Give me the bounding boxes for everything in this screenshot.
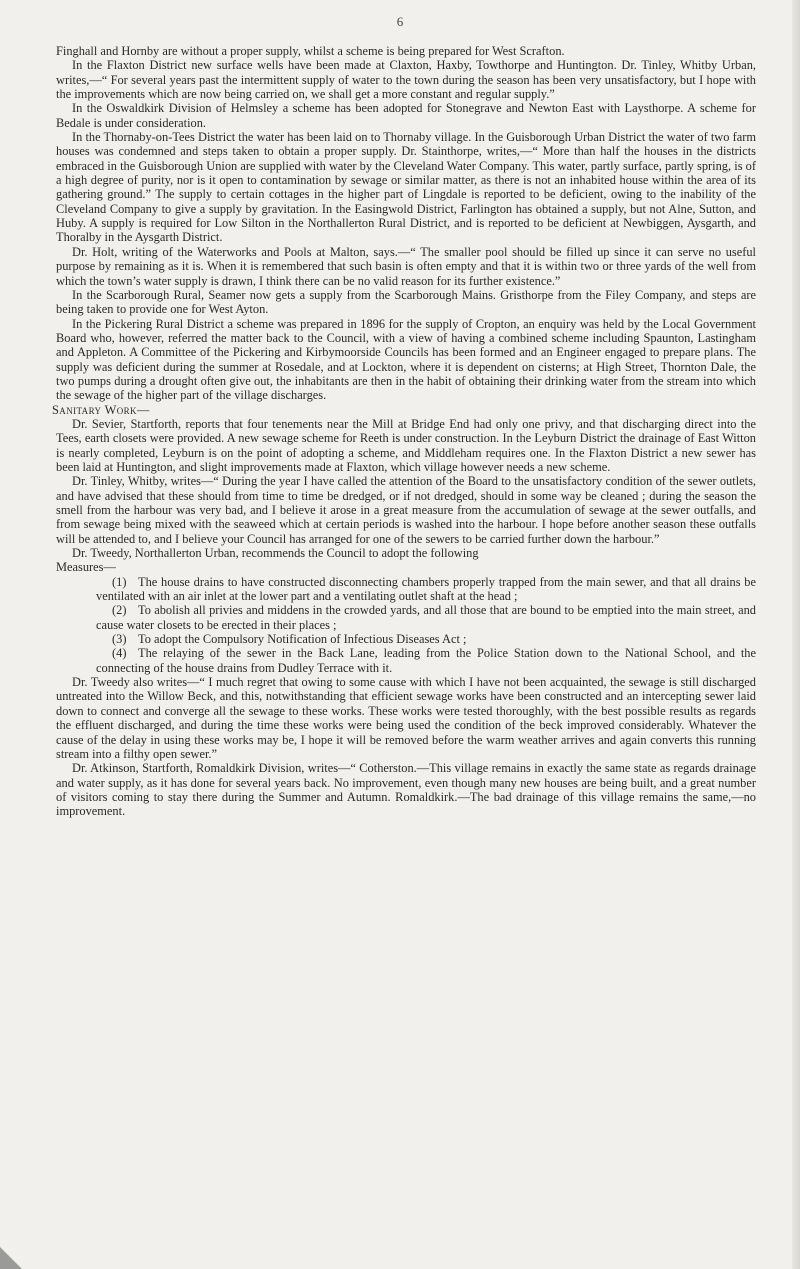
paragraph-water-6: In the Pickering Rural District a scheme was prepared in 1896 for the supply of Cropton, an enquiry was held by the Local Government Board who, however, referred the matter back to the Council, with a view of having a combined scheme including Spaunton, Lastingham and Appleton. A Committee of the Pickering and Kirbymoorside Councils has been formed and an Engineer engaged to prepare plans. The supply was deficient during the summer at Rosedale, and at Lockton, where it is dependent on cisterns; at High Street, Thornton Dale, the two pumps during a drought often give out, the inhabitants are then in the habit of obtaining their drinking water from the stream into which the sewage of the higher part of the village discharges. — [56, 316, 756, 403]
page-edge — [792, 0, 800, 1269]
measures-label: Measures— — [56, 560, 116, 575]
measure-text: To adopt the Compulsory Notification of Infectious Diseases Act ; — [138, 632, 467, 647]
paragraph-water-1: In the Flaxton District new surface wells have been made at Claxton, Haxby, Towthorpe and Huntington. Dr. Tinley, Whitby Urban, writes,—“ For several years past the intermittent supply of water to the town during the season has been very unsatisfactory, but I hope with the improvements which are now being carried on, we shall get a more constant and regular supply.” — [56, 58, 756, 102]
measure-item — [56, 603, 756, 632]
paragraph-water-5: In the Scarborough Rural, Seamer now gets a supply from the Scarborough Mains. Gristhorpe from the Filey Company, and steps are being taken to provide one for West Ayton. — [56, 287, 756, 317]
paragraph-water-3: In the Thornaby-on-Tees District the water has been laid on to Thornaby village. In the Guisborough Urban District the water of two farm houses was condemned and steps taken to obtain a proper supply. Dr. Stainthorpe, writes,—“ More than half the houses in the districts embraced in the Guisborough Union are supplied with water by the Cleveland Water Company. This water, partly surface, partly spring, is of a high degree of purity, nor is it open to contamination by sewage or similar matter, as there is not an inhabited house within the area of its gathering ground.” The supply to certain cottages in the higher part of Lingdale is reported to be deficient, owing to the inability of the Cleveland Company to give a supply by gravitation. In the Easingwold District, Farlington has obtained a supply, but not Alne, Sutton, and Huby. A supply is required for Low Silton in the Northallerton Rural District, and is reported to be deficient at Newbiggen, Aysgarth, and Thoralby in the Aysgarth District. — [56, 130, 756, 245]
measure-number: (3) — [112, 632, 127, 647]
measure-number: (1) — [112, 574, 127, 589]
paragraph-water-4: Dr. Holt, writing of the Waterworks and Pools at Malton, says.—“ The smaller pool should be filled up since it can serve no useful purpose by remaining as it is. When it is remembered that such basin is often empty and that it is within two or three yards of the well from which the town’s water supply is drawn, I think there can be no valid reason for its further existence.” — [56, 244, 756, 288]
measure-item — [56, 575, 756, 604]
measure-text: The house drains to have constructed disconnecting chambers properly trapped from the main sewer, and that all drains be ventilated with an air inlet at the lower part and a ventilating outlet shaft at the head ; — [96, 574, 756, 604]
paragraph-sanitary-0: Dr. Sevier, Startforth, reports that four tenements near the Mill at Bridge End had only one privy, and that discharging direct into the Tees, earth closets were provided. A new sewage scheme for Reeth is under construction. In the Leyburn District the drainage of East Witton is nearly completed, Leyburn is on the point of adopting a scheme, and Middleham requires one. In the Flaxton District a new sewer has been laid at Huntington, and slight improvements made at Flaxton, which village however needs a new scheme. — [56, 416, 756, 474]
paragraph-sanitary-2: Dr. Tweedy, Northallerton Urban, recommends the Council to adopt the following — [72, 546, 479, 561]
paragraph-sanitary-1: Dr. Tinley, Whitby, writes—“ During the year I have called the attention of the Board to the unsatisfactory condition of the sewer outlets, and have advised that these should from time to time be dredged, or if not dredged, should in some way be cleaned ; during the season the smell from the harbour was very bad, and I believe it arose in a great measure from the accumulation of sewage at the sewer outfalls, and from sewage being mixed with the seaweed which at certain periods is washed into the harbour. I hope before another season these outfalls will be attended to, and I believe your Council has arranged for one of the sewers to be carried further down the harbour.” — [56, 474, 756, 546]
page-number: 6 — [396, 14, 404, 29]
measure-item — [56, 632, 756, 646]
paragraph-final-1: Dr. Atkinson, Startforth, Romaldkirk Division, writes—“ Cotherston.—This village remains in exactly the same state as regards drainage and water supply, as it has done for several years back. No improvement, even though many new houses are being built, and a great number of visitors coming to stay there during the Summer and Autumn. Romaldkirk.—The bad drainage of this village remains the same,—no improvement. — [56, 761, 756, 819]
section-heading-sanitary-work: Sanitary Work— — [52, 402, 150, 417]
measure-text: To abolish all privies and middens in the crowded yards, and all those that are bound to be emptied into the main street, and cause water closets to be erected in their places ; — [96, 603, 756, 632]
measure-text: The relaying of the sewer in the Back Lane, leading from the Police Station down to the National School, and the connecting of the house drains from Dudley Terrace with it. — [96, 646, 756, 675]
measure-number: (2) — [112, 603, 127, 618]
measure-number: (4) — [112, 646, 127, 661]
paragraph-final-0: Dr. Tweedy also writes—“ I much regret that owing to some cause with which I have not been acquainted, the sewage is still discharged untreated into the Willow Beck, and this, notwithstanding that efficient sewage works have been constructed and an intercepting sewer laid down to connect and converge all the sewage to these works. These works were tested thoroughly, with the best possible results as regards the effluent discharged, and during the time these works were being used the condition of the beck improved considerably. Whatever the cause of the delay in using these works may be, I hope it will be removed before the warm weather arrives and again converts this running stream into a filthy open sewer.” — [56, 675, 756, 761]
measure-item — [56, 646, 756, 675]
paragraph-water-2: In the Oswaldkirk Division of Helmsley a scheme has been adopted for Stonegrave and Newton East with Laysthorpe. A scheme for Bedale is under consideration. — [56, 101, 756, 130]
scan-corner-mark — [0, 1247, 22, 1269]
paragraph-water-0: Finghall and Hornby are without a proper supply, whilst a scheme is being prepared for West Scrafton. — [56, 44, 565, 58]
document-body — [52, 44, 756, 819]
